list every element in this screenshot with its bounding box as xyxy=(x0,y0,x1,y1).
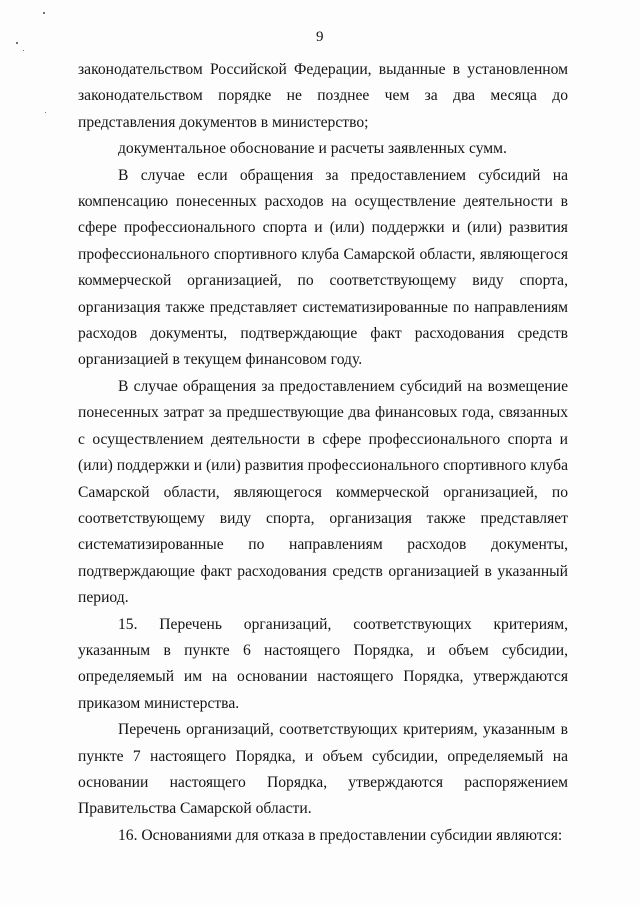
document-body xyxy=(78,57,568,849)
scan-speck xyxy=(23,50,24,51)
paragraph-current-year-expenses: В случае если обращения за предоставлением субсидий на компенсацию понесенных расходов на осуществление деятельности в сфере профессионального спорта и (или) поддержки и (или) развития профессионального спортивного клуба Самарской области, являющегося коммерческой организацией, по соответствующему виду спорта, организация также представляет систематизированные по направлениям расходов документы, подтверждающие факт расходования средств организацией в текущем финансовом году. xyxy=(78,166,568,369)
scan-speck xyxy=(43,12,45,14)
page-number: 9 xyxy=(316,29,324,45)
paragraph-clause-15-government: Перечень организаций, соответствующих критериям, указанным в пункте 7 настоящего Порядка, и объем субсидии, определяемый на основании настоящего Порядка, утверждаются распоряжением Правительства Самарской области. xyxy=(78,721,568,818)
paragraph-previous-years-expenses: В случае обращения за предоставлением субсидий на возмещение понесенных затрат за предшествующие два финансовых года, связанных с осуществлением деятельности в сфере профессионального спорта и (или) поддержки и (или) развития профессионального спортивного клуба Самарской области, являющегося коммерческой организацией, по соответствующему виду спорта, организация также представляет систематизированные по направлениям расходов документы, подтверждающие факт расходования средств организацией в указанный период. xyxy=(78,377,568,607)
paragraph-clause-16: 16. Основаниями для отказа в предоставлении субсидии являются: xyxy=(118,826,563,844)
paragraph-continuation: законодательством Российской Федерации, выданные в установленном законодательством порядке не позднее чем за два месяца до представления документов в министерство; xyxy=(78,61,568,131)
scan-speck xyxy=(45,112,46,113)
paragraph-clause-15: 15. Перечень организаций, соответствующих критериям, указанным в пункте 6 настоящего Порядка, и объем субсидии, определяемый им на основании настоящего Порядка, утверждаются приказом министерства. xyxy=(78,615,568,712)
paragraph-documentation: документальное обоснование и расчеты заявленных сумм. xyxy=(118,140,507,158)
